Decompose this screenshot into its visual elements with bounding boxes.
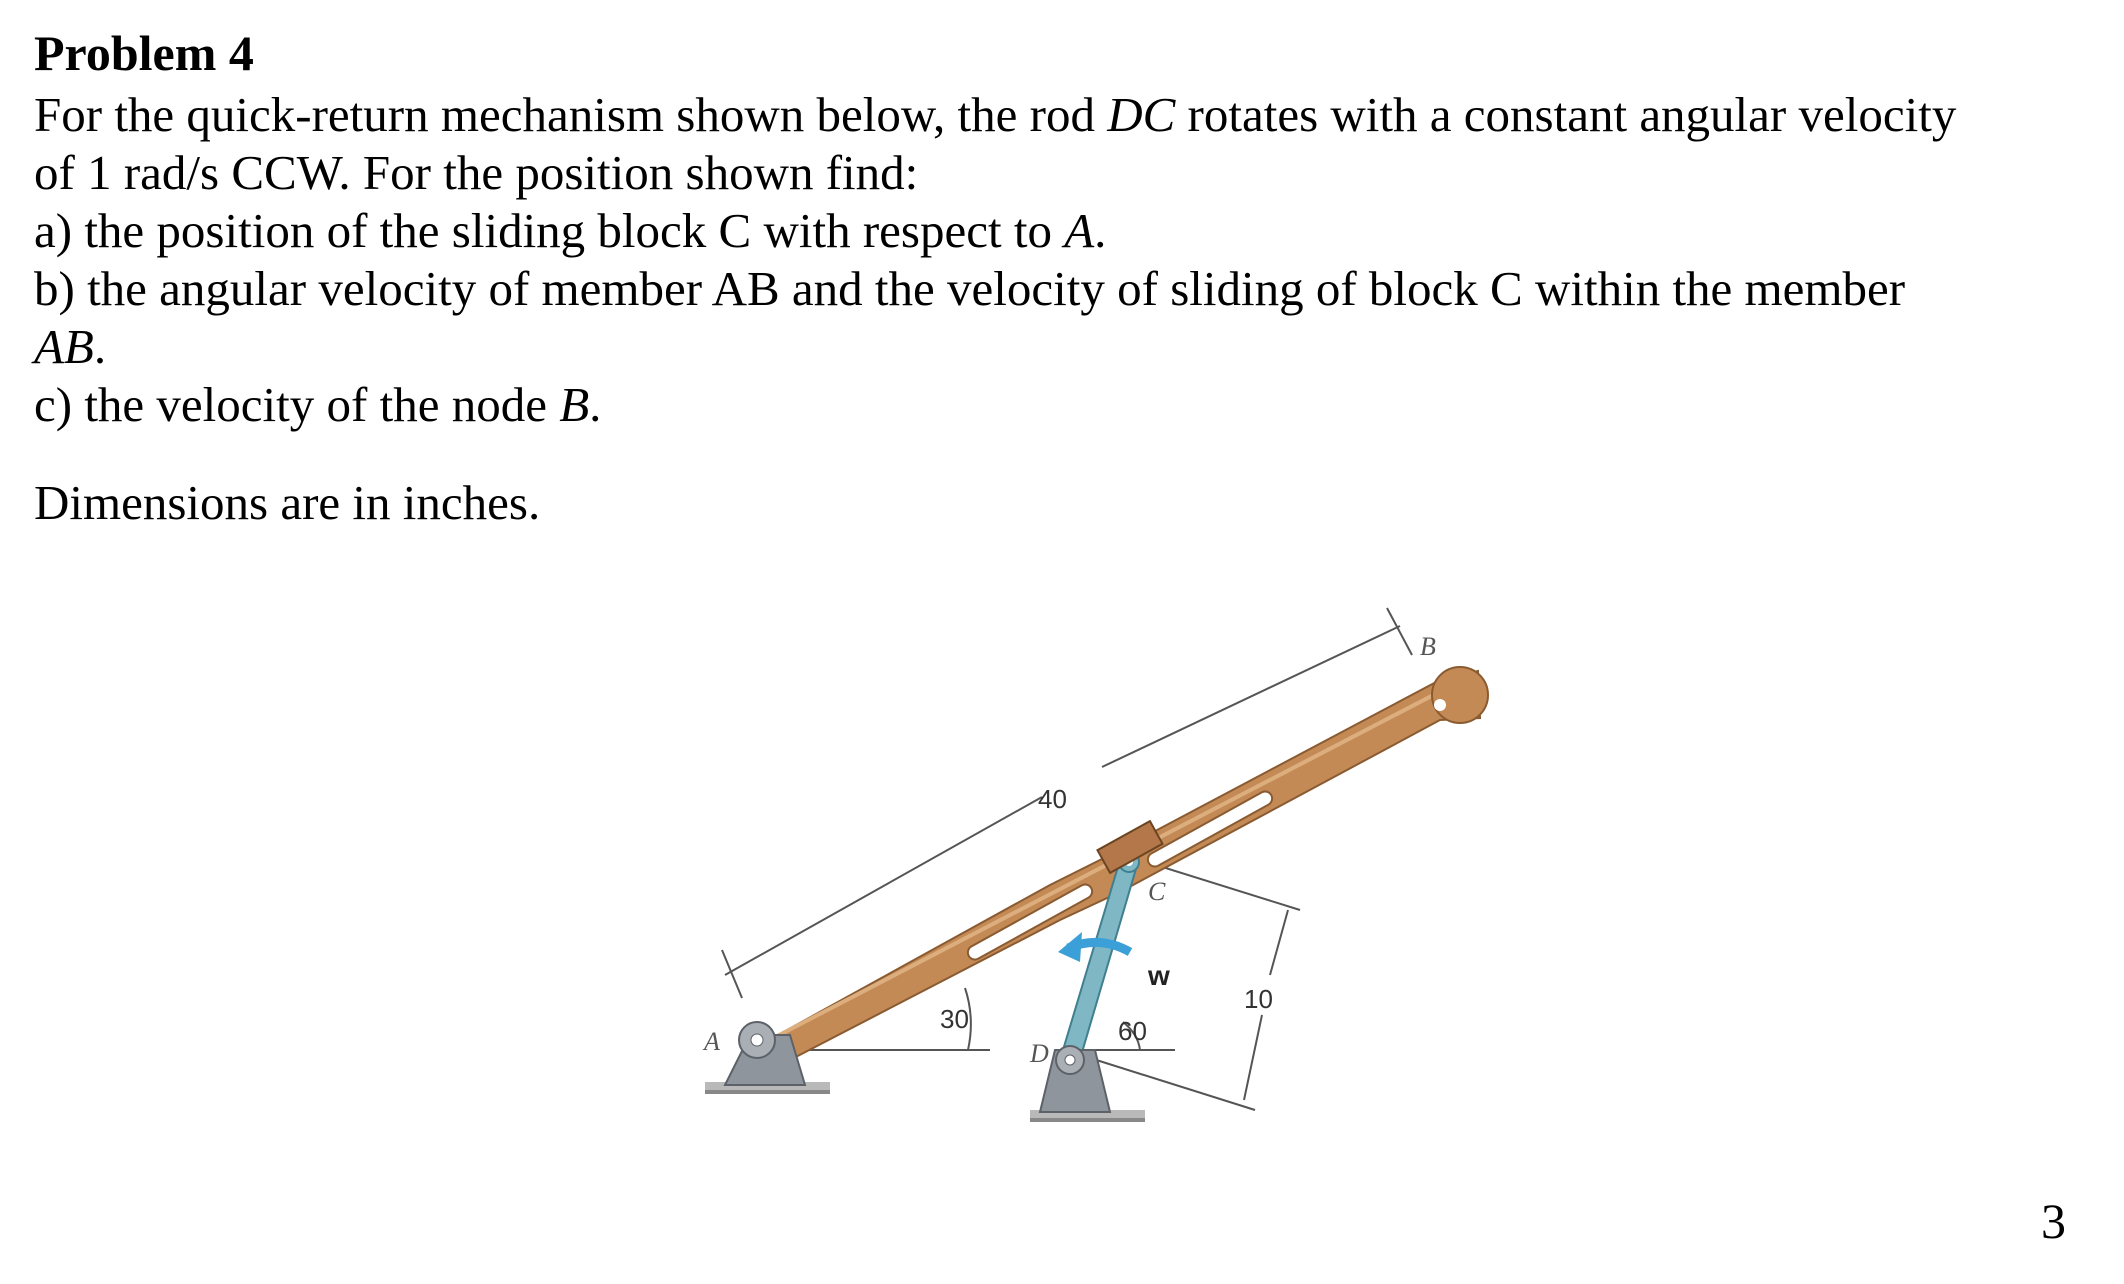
dim-ab-label: 40 [1038, 784, 1067, 814]
point-c-label: C [1148, 877, 1166, 906]
dimensions-note: Dimensions are in inches. [34, 475, 541, 530]
dim-dc-label: 10 [1244, 984, 1273, 1014]
angle-a-label: 30 [940, 1004, 969, 1034]
problem-title: Problem 4 [34, 25, 254, 81]
omega-label: w [1148, 960, 1170, 991]
part-a: a) the position of the sliding block C with respect to A. [34, 203, 1107, 258]
rod-dc-ref: DC [1107, 87, 1176, 142]
angle-d-label: 60 [1118, 1016, 1147, 1046]
point-d-label: D [1030, 1039, 1049, 1068]
dimension-ab [722, 608, 1412, 998]
intro-line-1: For the quick-return mechanism shown below, the rod DC rotates with a constant angular velocity [34, 87, 1957, 142]
part-c: c) the velocity of the node B. [34, 377, 602, 432]
support-d [1040, 1046, 1110, 1112]
part-b: b) the angular velocity of member AB and the velocity of sliding of block C within the member [34, 261, 1906, 316]
point-a-label: A [704, 1027, 720, 1056]
part-b-cont: AB. [34, 319, 107, 374]
intro-line-2: of 1 rad/s CCW. For the position shown find: [34, 145, 919, 200]
page-number: 3 [2041, 1193, 2066, 1249]
point-b-label: B [1420, 632, 1436, 661]
